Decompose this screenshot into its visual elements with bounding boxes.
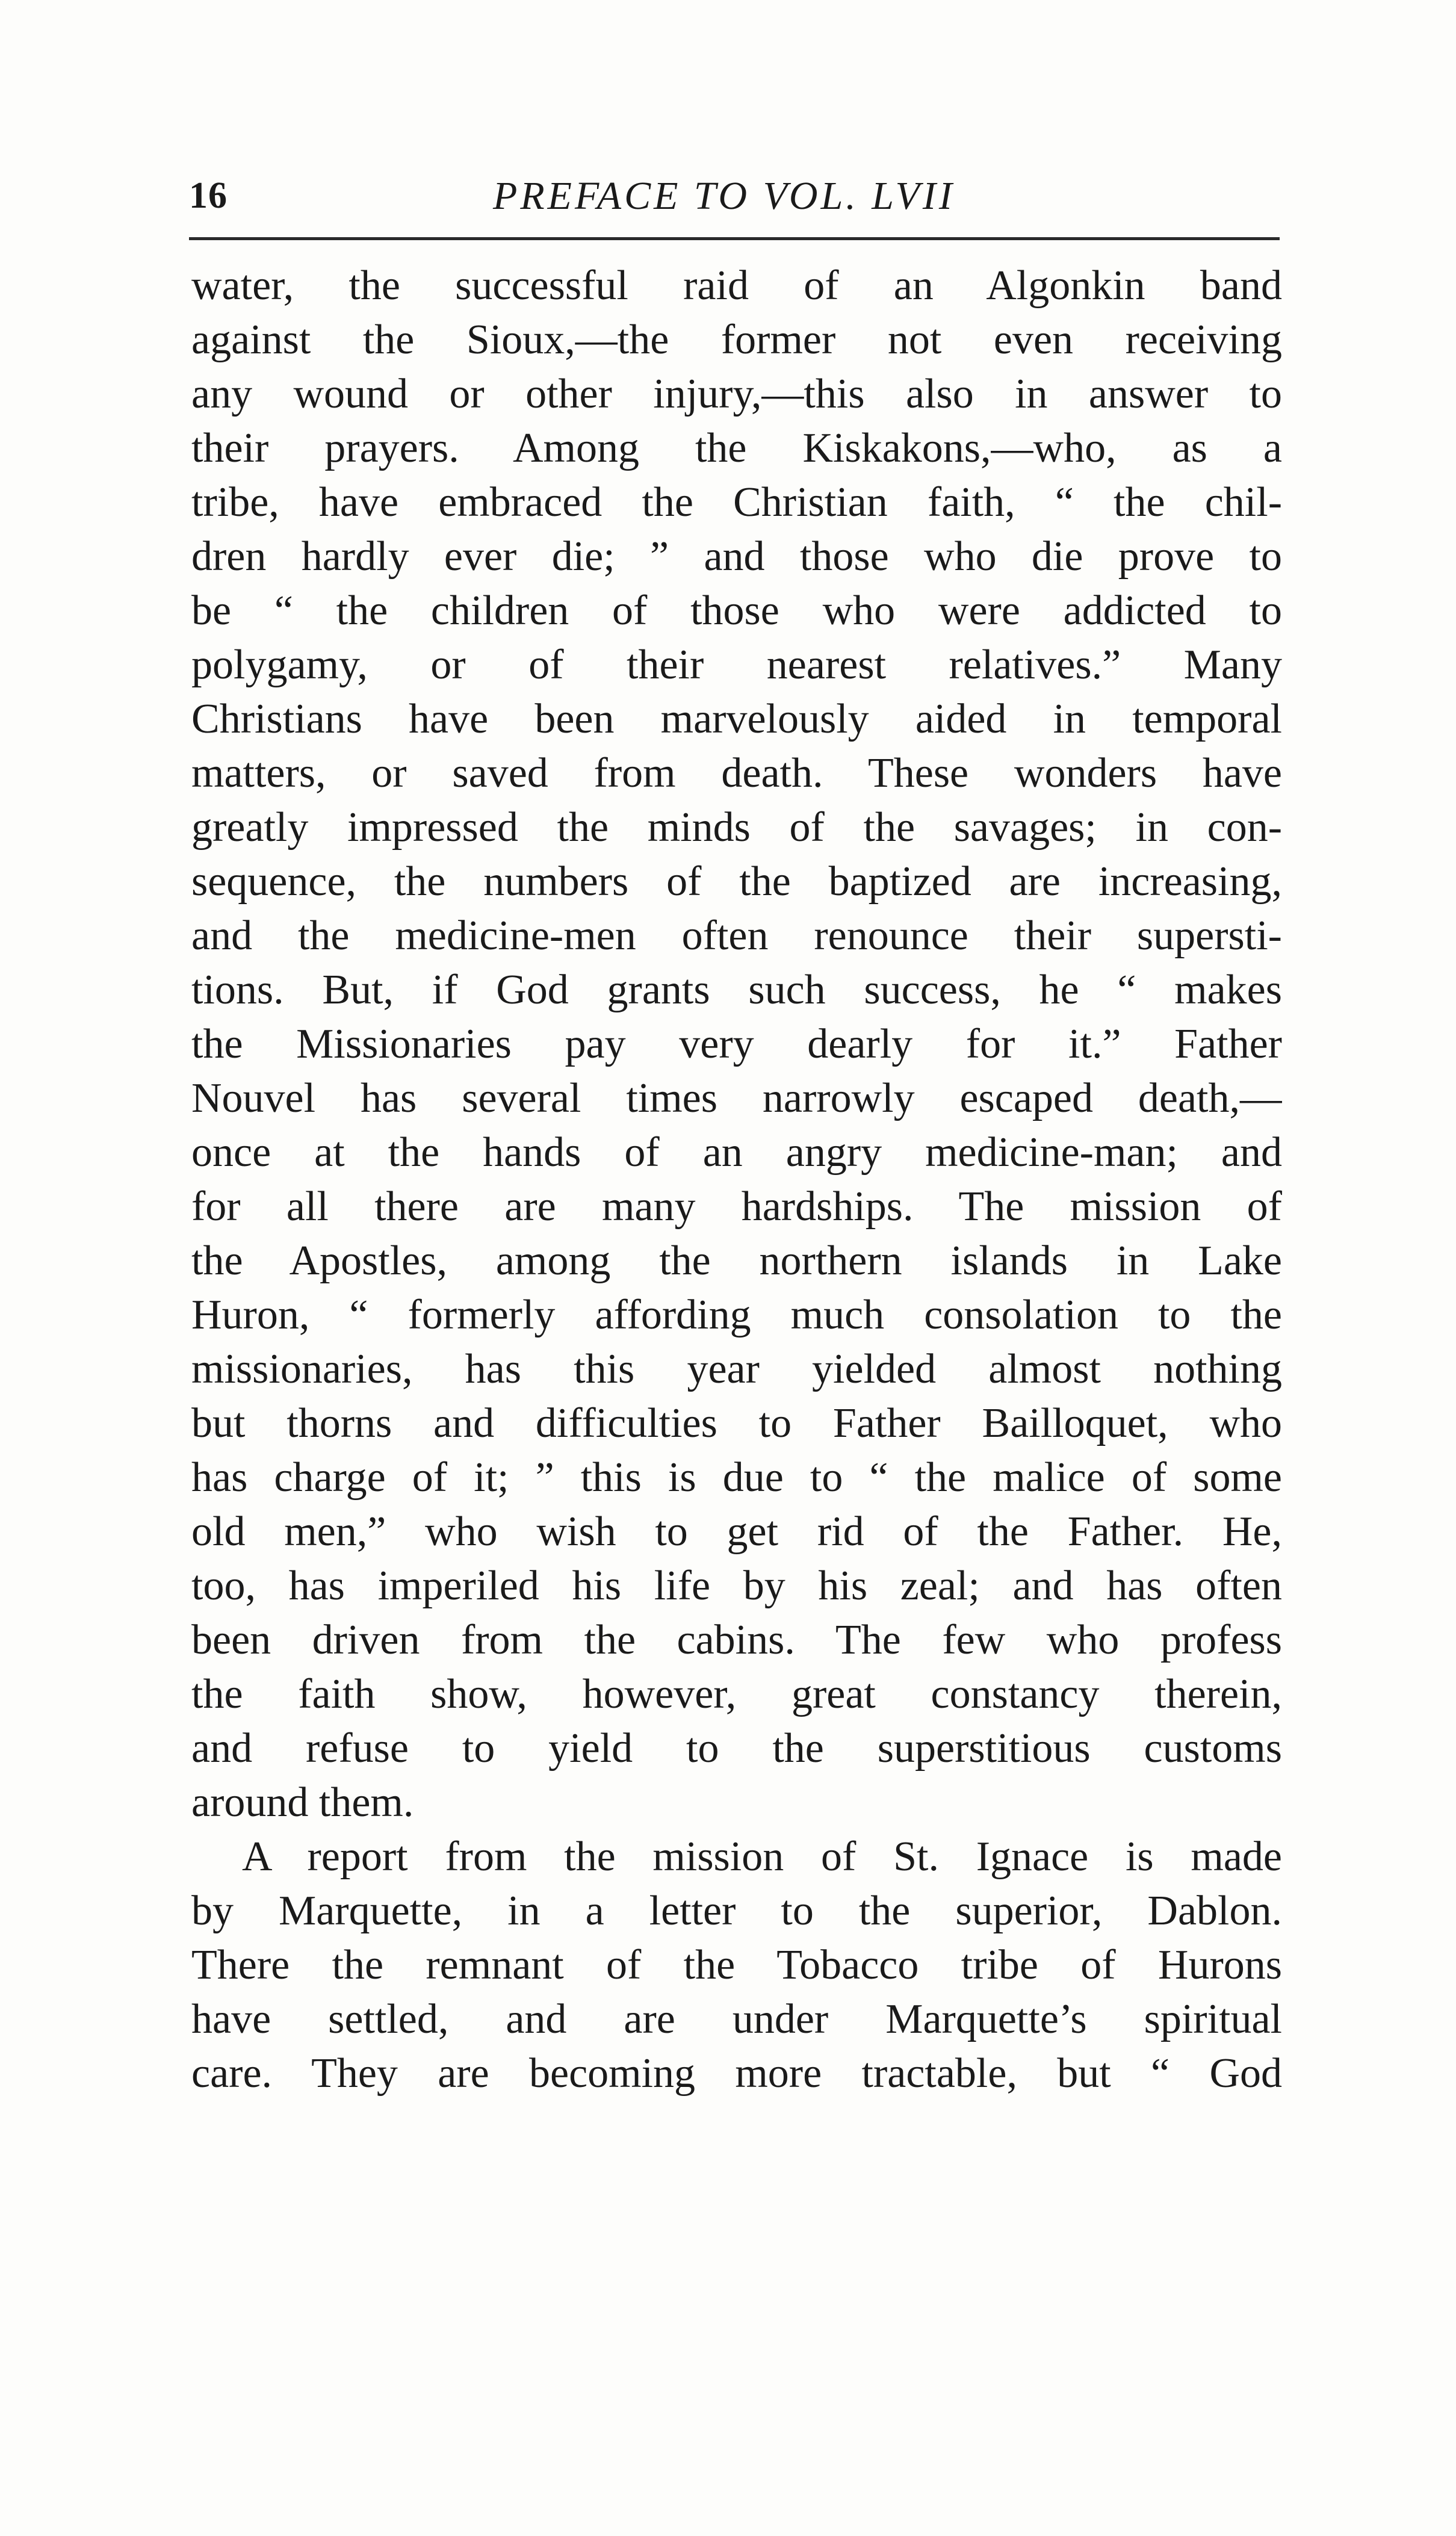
text-line: greatly impressed the minds of the savages; in con- xyxy=(191,804,1282,851)
text-line: be “ the children of those who were addicted to xyxy=(191,587,1282,634)
text-line: against the Sioux,—the former not even receiving xyxy=(191,317,1282,363)
text-line: the faith show, however, great constancy therein, xyxy=(191,1671,1282,1717)
text-line: once at the hands of an angry medicine-man; and xyxy=(191,1129,1282,1176)
text-line: Huron, “ formerly affording much consolation to the xyxy=(191,1292,1282,1338)
text-line: has charge of it; ” this is due to “ the malice of some xyxy=(191,1454,1282,1501)
text-line: There the remnant of the Tobacco tribe of Hurons xyxy=(191,1942,1282,1988)
page-number: 16 xyxy=(189,175,228,216)
text-line: but thorns and difficulties to Father Bailloquet, who xyxy=(191,1400,1282,1446)
paragraph-2 xyxy=(191,1830,1282,2101)
text-line: old men,” who wish to get rid of the Father. He, xyxy=(191,1508,1282,1555)
body-text xyxy=(191,259,1282,2101)
text-line: the Missionaries pay very dearly for it.” Father xyxy=(191,1021,1282,1067)
text-line: too, has imperiled his life by his zeal; and has often xyxy=(191,1563,1282,1609)
header-rule xyxy=(189,237,1280,240)
text-line: been driven from the cabins. The few who profess xyxy=(191,1617,1282,1663)
text-line: for all there are many hardships. The mission of xyxy=(191,1183,1282,1230)
text-line: Nouvel has several times narrowly escaped death,— xyxy=(191,1075,1282,1121)
text-line: and refuse to yield to the superstitious customs xyxy=(191,1725,1282,1772)
text-line: care. They are becoming more tractable, but “ God xyxy=(191,2050,1282,2097)
text-line: Christians have been marvelously aided in temporal xyxy=(191,696,1282,742)
text-line: and the medicine-men often renounce their supersti- xyxy=(191,913,1282,959)
text-line: any wound or other injury,—this also in answer to xyxy=(191,371,1282,417)
text-line: have settled, and are under Marquette’s spiritual xyxy=(191,1996,1282,2042)
text-line: sequence, the numbers of the baptized are increasing, xyxy=(191,858,1282,905)
text-line: the Apostles, among the northern islands in Lake xyxy=(191,1238,1282,1284)
text-line: tribe, have embraced the Christian faith, “ the chil- xyxy=(191,479,1282,525)
running-head: PREFACE TO VOL. LVII xyxy=(493,174,955,218)
text-line: matters, or saved from death. These wonders have xyxy=(191,750,1282,796)
page-header xyxy=(189,169,1278,229)
text-line: by Marquette, in a letter to the superior, Dablon. xyxy=(191,1888,1282,1934)
text-line: A report from the mission of St. Ignace is made xyxy=(242,1834,1282,1880)
text-line: water, the successful raid of an Algonkin band xyxy=(191,262,1282,309)
paragraph-1 xyxy=(191,259,1282,1830)
text-line: around them. xyxy=(191,1779,414,1826)
text-line: tions. But, if God grants such success, he “ makes xyxy=(191,967,1282,1013)
text-line: missionaries, has this year yielded almost nothing xyxy=(191,1346,1282,1392)
text-line: polygamy, or of their nearest relatives.” Many xyxy=(191,642,1282,688)
text-line: dren hardly ever die; ” and those who die prove to xyxy=(191,533,1282,580)
text-line: their prayers. Among the Kiskakons,—who, as a xyxy=(191,425,1282,471)
